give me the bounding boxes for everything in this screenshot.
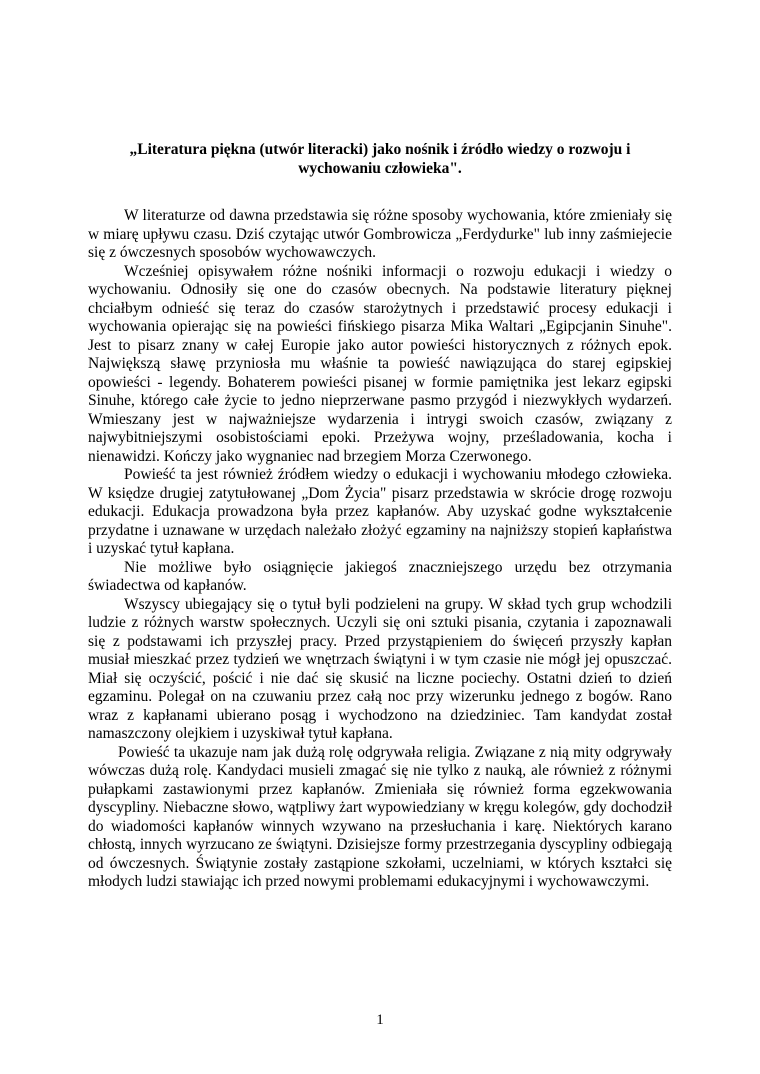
paragraph: Powieść ta jest również źródłem wiedzy o edukacji i wychowaniu młodego człowieka. W księdze drugiej zatytułowanej „Dom Życia" pisarz przedstawia w skrócie drogę rozwoju edukacji. Edukacja prowadzona była przez kapłanów. Aby uzyskać godne wykształcenie przydatne i uznawane w urzędach należało złożyć egzaminy na najniższy stopień kapłaństwa i uzyskać tytuł kapłana. bbox=[88, 466, 672, 557]
page-number: 1 bbox=[376, 1012, 384, 1028]
paragraph: Wszyscy ubiegający się o tytuł byli podzieleni na grupy. W skład tych grup wchodzili ludzie z różnych warstw społecznych. Uczyli się oni sztuki pisania, czytania i zapoznawali się z podstawami ich przyszłej pracy. Przed przystąpieniem do święceń przyszły kapłan musiał mieszkać przez tydzień we wnętrzach świątyni i w tym czasie nie mógł jej opuszczać. Miał się oczyścić, pościć i nie dać się skusić na liczne pociechy. Ostatni dzień to dzień egzaminu. Polegał on na czuwaniu przez całą noc przy wizerunku jednego z bogów. Rano wraz z kapłanami ubierano posąg i wychodzono na dziedziniec. Tam kandydat został namaszczony olejkiem i uzyskiwał tytuł kapłana. bbox=[88, 595, 672, 742]
document-title: „Literatura piękna (utwór literacki) jako nośnik i źródło wiedzy o rozwoju i wychowaniu człowieka". bbox=[129, 141, 631, 177]
document-body bbox=[88, 207, 672, 892]
paragraph: W literaturze od dawna przedstawia się różne sposoby wychowania, które zmieniały się w miarę upływu czasu. Dziś czytając utwór Gombrowicza „Ferdydurke" lub inny zaśmiejecie się z ówczesnych sposobów wychowawczych. bbox=[88, 207, 672, 261]
paragraph: Wcześniej opisywałem różne nośniki informacji o rozwoju edukacji i wiedzy o wychowaniu. Odnosiły się one do czasów obecnych. Na podstawie literatury pięknej chciałbym odnieść się teraz do czasów starożytnych i przedstawić procesy edukacji i wychowania opierając się na powieści fińskiego pisarza Mika Waltari „Egipcjanin Sinuhe". Jest to pisarz znany w całej Europie jako autor powieści historycznych z różnych epok. Największą sławę przyniosła mu właśnie ta powieść nawiązująca do starej egipskiej opowieści - legendy. Bohaterem powieści pisanej w formie pamiętnika jest lekarz egipski Sinuhe, którego całe życie to jedno nieprzerwane pasmo przygód i niezwykłych wydarzeń. Wmieszany jest w najważniejsze wydarzenia i intrygi swoich czasów, związany z najwybitniejszymi osobistościami epoki. Przeżywa wojny, prześladowania, kocha i nienawidzi. Kończy jako wygnaniec nad brzegiem Morza Czerwonego. bbox=[88, 262, 672, 465]
paragraph: Powieść ta ukazuje nam jak dużą rolę odgrywała religia. Związane z nią mity odgrywały wówczas dużą rolę. Kandydaci musieli zmagać się nie tylko z nauką, ale również z różnymi pułapkami zastawionymi przez kapłanów. Zmieniała się również forma egzekwowania dyscypliny. Niebaczne słowo, wątpliwy żart wypowiedziany w kręgu kolegów, gdy dochodził do wiadomości kapłanów winnych wzywano na przesłuchania i karę. Niektórych karano chłostą, innych wyrzucano ze świątyni. Dzisiejsze formy przestrzegania dyscypliny odbiegają od ówczesnych. Świątynie zostały zastąpione szkołami, uczelniami, w których kształci się młodych ludzi stawiając ich przed nowymi problemami edukacyjnymi i wychowawczymi. bbox=[88, 743, 672, 890]
paragraph: Nie możliwe było osiągnięcie jakiegoś znaczniejszego urzędu bez otrzymania świadectwa od kapłanów. bbox=[88, 558, 672, 594]
